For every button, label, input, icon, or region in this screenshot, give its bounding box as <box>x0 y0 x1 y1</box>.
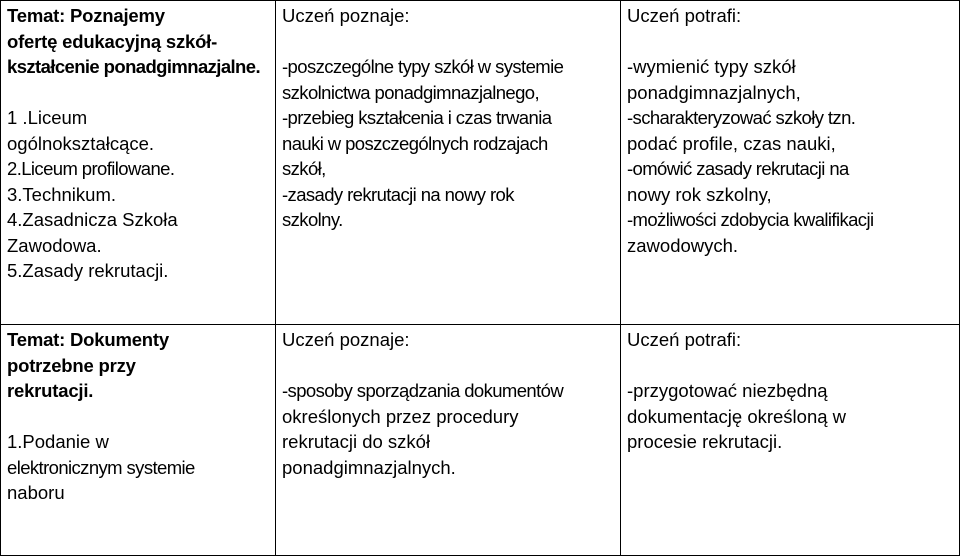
knows-line: szkolnictwa ponadgimnazjalnego, <box>282 81 540 103</box>
spacer <box>7 80 269 106</box>
knows-line: nauki w poszczególnych rodzajach <box>282 132 548 154</box>
table-row <box>1 325 960 556</box>
topic-cell <box>1 1 276 325</box>
table-row <box>1 1 960 325</box>
knows-heading: Uczeń poznaje: <box>282 5 410 26</box>
can-line: ponadgimnazjalnych, <box>627 81 801 103</box>
topic-item: 1.Podanie w <box>7 431 109 452</box>
can-line: dokumentację określoną w <box>627 405 847 427</box>
can-line: zawodowych. <box>627 234 739 256</box>
topic-title-line: rekrutacji. <box>7 380 94 401</box>
spacer <box>627 29 953 55</box>
can-cell <box>621 1 960 325</box>
topic-title-line: kształcenie ponadgimnazjalne. <box>7 56 260 77</box>
can-heading: Uczeń potrafi: <box>627 5 742 26</box>
knows-line: szkół, <box>282 158 326 179</box>
topic-title-line: Temat: Dokumenty <box>7 329 169 350</box>
topic-item: ogólnokształcące. <box>7 132 155 154</box>
can-line: -wymienić typy szkół <box>627 56 796 77</box>
topic-title-line: ofertę edukacyjną szkół- <box>7 30 218 52</box>
topic-title-line: Temat: Poznajemy <box>7 5 165 26</box>
knows-line: -poszczególne typy szkół w systemie <box>282 56 564 77</box>
knows-line: rekrutacji do szkół <box>282 431 431 452</box>
topic-item: 3.Technikum. <box>7 183 116 205</box>
spacer <box>282 353 614 379</box>
knows-line: ponadgimnazjalnych. <box>282 456 456 478</box>
knows-cell <box>276 1 621 325</box>
spacer <box>7 404 269 430</box>
topic-item: 1 .Liceum <box>7 107 88 128</box>
can-line: -możliwości zdobycia kwalifikacji <box>627 209 874 230</box>
topic-cell <box>1 325 276 556</box>
topic-item: elektronicznym systemie <box>7 456 195 478</box>
spacer <box>282 29 614 55</box>
can-line: podać profile, czas nauki, <box>627 132 836 154</box>
knows-line: określonych przez procedury <box>282 405 519 427</box>
can-line: nowy rok szkolny, <box>627 183 772 205</box>
spacer <box>627 353 953 379</box>
knows-line: -przebieg kształcenia i czas trwania <box>282 107 552 128</box>
can-cell <box>621 325 960 556</box>
topic-title-line: potrzebne przy <box>7 354 136 376</box>
topic-item: naboru <box>7 482 65 503</box>
can-line: -omówić zasady rekrutacji na <box>627 158 849 179</box>
topic-item: 2.Liceum profilowane. <box>7 158 175 179</box>
topic-item: 5.Zasady rekrutacji. <box>7 260 169 281</box>
knows-line: -sposoby sporządzania dokumentów <box>282 380 564 401</box>
knows-heading: Uczeń poznaje: <box>282 329 410 350</box>
knows-line: szkolny. <box>282 209 343 230</box>
can-line: -przygotować niezbędną <box>627 380 828 401</box>
can-line: procesie rekrutacji. <box>627 431 783 452</box>
can-heading: Uczeń potrafi: <box>627 329 742 350</box>
topic-item: 4.Zasadnicza Szkoła <box>7 209 178 230</box>
knows-line: -zasady rekrutacji na nowy rok <box>282 183 514 205</box>
can-line: -scharakteryzować szkoły tzn. <box>627 107 856 128</box>
topic-item: Zawodowa. <box>7 234 102 256</box>
knows-cell <box>276 325 621 556</box>
